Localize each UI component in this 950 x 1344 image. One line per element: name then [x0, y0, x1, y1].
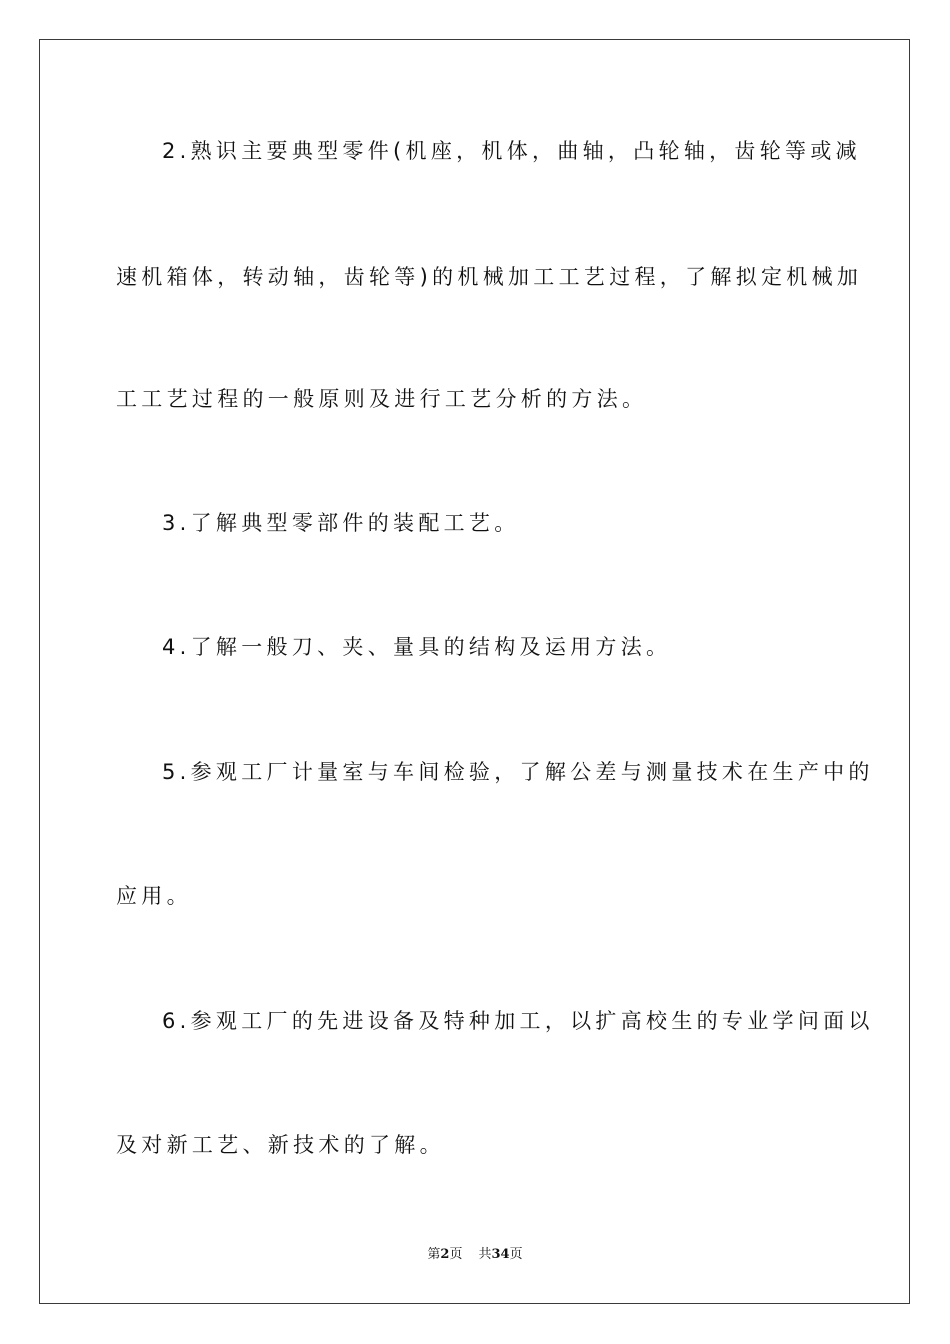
paragraph-2-line-1: 2.熟识主要典型零件(机座，机体，曲轴，凸轮轴，齿轮等或减 [162, 139, 861, 163]
total-suffix: 页 [509, 1247, 523, 1262]
paragraph-3: 3.了解典型零部件的装配工艺。 [162, 511, 520, 535]
page-number: 2 [440, 1247, 450, 1262]
page-prefix: 第 [427, 1247, 441, 1262]
paragraph-4: 4.了解一般刀、夹、量具的结构及运用方法。 [162, 635, 672, 659]
paragraph-5-line-2: 应用。 [116, 884, 192, 908]
paragraph-2-line-3: 工工艺过程的一般原则及进行工艺分析的方法。 [116, 387, 648, 411]
paragraph-2-line-2: 速机箱体，转动轴，齿轮等)的机械加工工艺过程，了解拟定机械加 [116, 265, 863, 289]
page-frame [39, 39, 910, 1304]
paragraph-6-line-1: 6.参观工厂的先进设备及特种加工，以扩高校生的专业学问面以 [162, 1009, 874, 1033]
page-suffix: 页 [449, 1247, 463, 1262]
paragraph-5-line-1: 5.参观工厂计量室与车间检验，了解公差与测量技术在生产中的 [162, 760, 874, 784]
paragraph-6-line-2: 及对新工艺、新技术的了解。 [116, 1133, 445, 1157]
total-pages: 34 [491, 1247, 510, 1262]
page-footer [0, 1246, 950, 1264]
total-prefix: 共 [478, 1247, 492, 1262]
